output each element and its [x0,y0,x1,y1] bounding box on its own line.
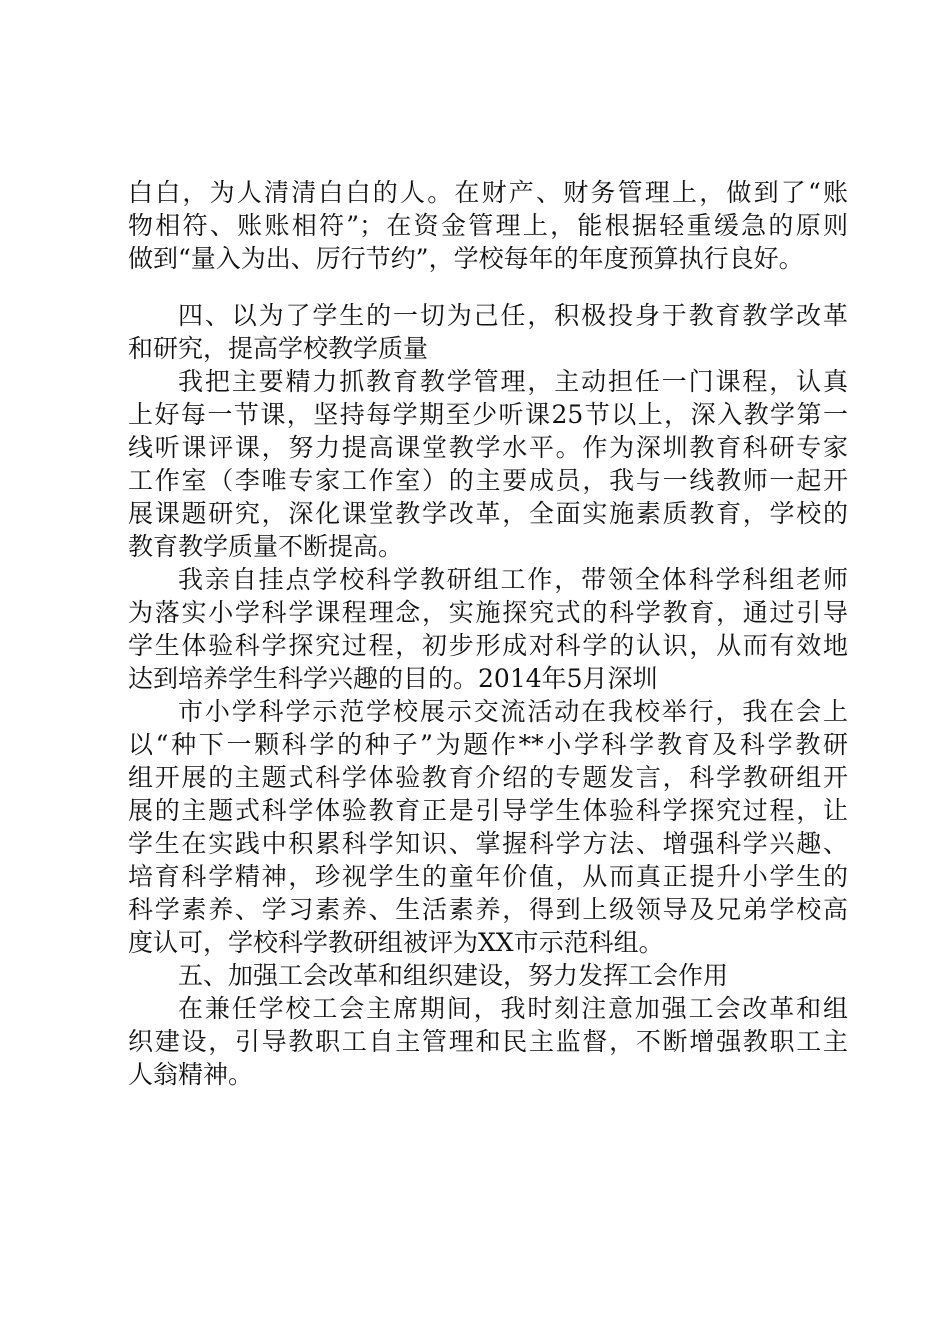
text-line: 上好每一节课，坚持每学期至少听课25节以上，深入教学第一 [128,400,848,429]
section-heading-4-cont: 和研究，提高学校教学质量 [128,334,429,363]
text-line: 达到培养学生科学兴趣的目的。2014年5月深圳 [128,664,658,693]
text-line: 为落实小学科学课程理念，实施探究式的科学教育，通过引导 [128,598,848,627]
text-line: 学生体验科学探究过程，初步形成对科学的认识，从而有效地 [128,631,848,660]
text-line: 组开展的主题式科学体验教育介绍的专题发言，科学教研组开 [128,763,848,792]
text-line: 人翁精神。 [128,1060,254,1089]
text-line: 做到“量入为出、厉行节约”，学校每年的年度预算执行良好。 [128,244,804,273]
text-line: 白白，为人清清白白的人。在财产、财务管理上，做到了“账 [128,178,848,207]
text-line: 我亲自挂点学校科学教研组工作，带领全体科学科组老师 [178,565,848,594]
section-heading-4: 四、以为了学生的一切为己任，积极投身于教育教学改革 [178,301,848,330]
text-line: 我把主要精力抓教育教学管理，主动担任一门课程，认真 [178,367,848,396]
text-line: 展的主题式科学体验教育正是引导学生体验科学探究过程，让 [128,796,848,825]
paragraph-block-1 [128,176,848,275]
paragraph-block-2 [128,299,848,1091]
text-line: 度认可，学校科学教研组被评为XX市示范科组。 [128,928,664,957]
text-line: 以“种下一颗科学的种子”为题作**小学科学教育及科学教研 [128,730,848,759]
text-line: 在兼任学校工会主席期间，我时刻注意加强工会改革和组 [178,994,848,1023]
text-line: 学生在实践中积累科学知识、掌握科学方法、增强科学兴趣、 [128,829,848,858]
text-line: 织建设，引导教职工自主管理和民主监督，不断增强教职工主 [128,1027,848,1056]
text-line: 教育教学质量不断提高。 [128,532,404,561]
text-line: 工作室（李唯专家工作室）的主要成员，我与一线教师一起开 [128,466,848,495]
text-line: 科学素养、学习素养、生活素养，得到上级领导及兄弟学校高 [128,895,848,924]
text-line: 物相符、账账相符”；在资金管理上，能根据轻重缓急的原则 [128,211,848,240]
text-line: 市小学科学示范学校展示交流活动在我校举行，我在会上 [178,697,848,726]
section-heading-5: 五、加强工会改革和组织建设，努力发挥工会作用 [178,961,729,990]
text-line: 线听课评课，努力提高课堂教学水平。作为深圳教育科研专家 [128,433,848,462]
text-line: 展课题研究，深化课堂教学改革，全面实施素质教育，学校的 [128,499,848,528]
text-line: 培育科学精神，珍视学生的童年价值，从而真正提升小学生的 [128,862,848,891]
